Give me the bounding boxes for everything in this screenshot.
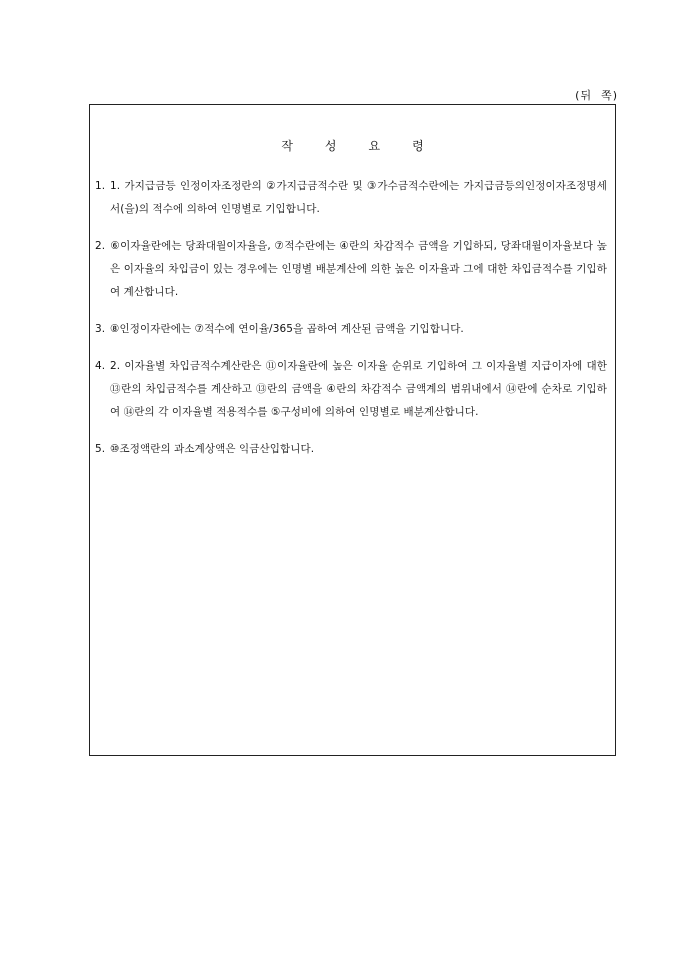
page-side-label: (뒤 쪽) <box>575 89 618 102</box>
item-text: ⑥이자율란에는 당좌대월이자율을, ⑦적수란에는 ④란의 차감적수 금액을 기입하되, 당좌대월이자율보다 높은 이자율의 차입금이 있는 경우에는 인명별 배분계산에 의한 높은 이자율과 그에 대한 차입금적수를 기입하여 계산합니다. <box>110 240 607 298</box>
instructions-box <box>89 104 616 756</box>
instruction-item <box>95 318 607 341</box>
item-text: 1. 가지급금등 인정이자조정란의 ②가지급금적수란 및 ③가수금적수란에는 가지급금등의인정이자조정명세서(을)의 적수에 의하여 인명별로 기입합니다. <box>110 180 607 215</box>
title-char: 령 <box>412 139 424 153</box>
instruction-item <box>95 438 607 461</box>
item-number: 2. <box>95 240 106 252</box>
instruction-list <box>95 175 607 475</box>
item-text: ⑧인정이자란에는 ⑦적수에 연이율/365을 곱하여 계산된 금액을 기입합니다. <box>110 323 464 335</box>
title-char: 요 <box>368 139 381 153</box>
item-number: 4. <box>95 360 106 372</box>
item-text: 2. 이자율별 차입금적수계산란은 ⑪이자율란에 높은 이자율 순위로 기입하여 그 이자율별 지급이자에 대한 ⑬란의 차입금적수를 계산하고 ⑬란의 금액을 ④란의 차감적수 금액계의 범위내에서 ⑭란에 순차로 기입하여 ⑭란의 각 이자율별 적용적수를 ⑤구성비에 의하여 인명별로 배분계산합니다. <box>110 360 607 418</box>
instruction-item <box>95 235 607 304</box>
section-title <box>90 137 615 154</box>
instruction-item <box>95 355 607 424</box>
instruction-item <box>95 175 607 221</box>
title-char: 성 <box>324 139 337 153</box>
item-number: 1. <box>95 180 106 192</box>
item-text: ⑩조정액란의 과소계상액은 익금산입합니다. <box>110 443 315 455</box>
item-number: 3. <box>95 323 106 335</box>
item-number: 5. <box>95 443 106 455</box>
title-char: 작 <box>281 139 293 153</box>
